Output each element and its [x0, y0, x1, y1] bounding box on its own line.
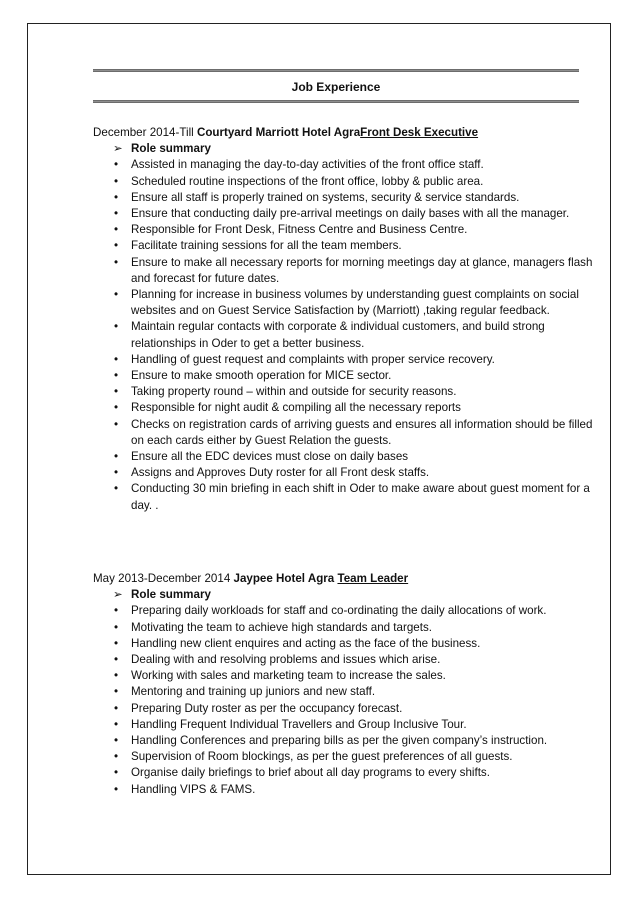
list-item	[93, 652, 593, 668]
bullet-icon: •	[114, 482, 119, 496]
job-period: December 2014-Till	[93, 126, 197, 139]
list-item	[93, 238, 593, 254]
list-item-text: Ensure that conducting daily pre-arrival meetings on daily bases with all the manager.	[131, 207, 570, 221]
list-item	[93, 190, 593, 206]
bullet-icon: •	[114, 320, 119, 334]
list-item	[93, 668, 593, 684]
bottom-rule	[93, 100, 579, 103]
bullet-icon: •	[114, 620, 119, 634]
job-organization: Jaypee Hotel Agra	[233, 572, 335, 585]
list-item	[93, 222, 593, 238]
arrow-bullet-icon: ➢	[113, 142, 123, 156]
list-item	[93, 717, 593, 733]
list-item	[93, 603, 593, 619]
list-item	[93, 701, 593, 717]
list-item	[93, 319, 593, 351]
duty-list	[93, 603, 593, 797]
bullet-icon: •	[114, 174, 119, 188]
list-item-text: Handling new client enquires and acting as the face of the business.	[131, 636, 481, 650]
list-item	[93, 749, 593, 765]
list-item-text: Ensure to make smooth operation for MICE sector.	[131, 369, 392, 383]
list-item-text: Handling of guest request and complaints with proper service recovery.	[131, 352, 495, 366]
bullet-icon: •	[114, 466, 119, 480]
bullet-icon: •	[114, 417, 119, 431]
list-item-text: Supervision of Room blockings, as per the guest preferences of all guests.	[131, 750, 513, 764]
list-item-text: Scheduled routine inspections of the front office, lobby & public area.	[131, 174, 484, 188]
section-heading: Job Experience	[291, 80, 381, 94]
list-item-text: Planning for increase in business volumes by understanding guest complaints on social websites and on Guest Service Satisfaction by (Marriott) ,taking regular feedback.	[131, 288, 579, 318]
list-item-text: Dealing with and resolving problems and issues which arise.	[131, 653, 441, 667]
job-role: Team Leader	[337, 572, 409, 585]
bullet-icon: •	[114, 352, 119, 366]
list-item-text: Motivating the team to achieve high standards and targets.	[131, 620, 432, 634]
bullet-icon: •	[114, 239, 119, 253]
list-item-text: Working with sales and marketing team to increase the sales.	[131, 669, 446, 683]
list-item-text: Responsible for Front Desk, Fitness Centre and Business Centre.	[131, 223, 468, 237]
list-item	[93, 465, 593, 481]
role-summary-label: Role summary	[131, 588, 211, 602]
list-item	[93, 481, 593, 513]
bullet-icon: •	[114, 158, 119, 172]
job-title-line	[93, 571, 593, 587]
list-item	[93, 368, 593, 384]
list-item	[93, 352, 593, 368]
job-role: Front Desk Executive	[360, 126, 479, 139]
list-item-text: Organise daily briefings to brief about all day programs to every shifts.	[131, 766, 490, 780]
list-item	[93, 782, 593, 798]
list-item-text: Handling VIPS & FAMS.	[131, 782, 256, 796]
bullet-icon: •	[114, 385, 119, 399]
list-item-text: Mentoring and training up juniors and new staff.	[131, 685, 376, 699]
job-section-2	[93, 571, 593, 798]
bullet-icon: •	[114, 223, 119, 237]
duty-list	[93, 157, 593, 513]
list-item	[93, 255, 593, 287]
list-item-text: Handling Frequent Individual Travellers and Group Inclusive Tour.	[131, 717, 467, 731]
list-item	[93, 417, 593, 449]
bullet-icon: •	[114, 190, 119, 204]
bullet-icon: •	[114, 750, 119, 764]
list-item-text: Assigns and Approves Duty roster for all Front desk staffs.	[131, 466, 430, 480]
role-summary	[93, 587, 593, 603]
bullet-icon: •	[114, 669, 119, 683]
bullet-icon: •	[114, 401, 119, 415]
list-item	[93, 287, 593, 319]
list-item-text: Ensure all staff is properly trained on systems, security & service standards.	[131, 190, 520, 204]
list-item	[93, 449, 593, 465]
list-item-text: Preparing Duty roster as per the occupancy forecast.	[131, 701, 403, 715]
list-item-text: Handling Conferences and preparing bills as per the given company’s instruction.	[131, 734, 548, 748]
list-item-text: Conducting 30 min briefing in each shift in Oder to make aware about guest moment for a day. .	[131, 482, 590, 512]
list-item	[93, 400, 593, 416]
list-item-text: Responsible for night audit & compiling all the necessary reports	[131, 401, 461, 415]
bullet-icon: •	[114, 604, 119, 618]
bullet-icon: •	[114, 766, 119, 780]
job-period: May 2013-December 2014	[93, 572, 234, 585]
list-item-text: Taking property round – within and outside for security reasons.	[131, 385, 457, 399]
list-item	[93, 733, 593, 749]
list-item	[93, 765, 593, 781]
list-item	[93, 157, 593, 173]
bullet-icon: •	[114, 653, 119, 667]
bullet-icon: •	[114, 717, 119, 731]
bullet-icon: •	[114, 782, 119, 796]
role-summary	[93, 141, 593, 157]
list-item	[93, 620, 593, 636]
list-item	[93, 636, 593, 652]
job-title-line	[93, 125, 593, 141]
list-item-text: Preparing daily workloads for staff and co-ordinating the daily allocations of work.	[131, 604, 547, 618]
list-item	[93, 174, 593, 190]
list-item-text: Facilitate training sessions for all the team members.	[131, 239, 402, 253]
role-summary-label: Role summary	[131, 142, 211, 156]
bullet-icon: •	[114, 450, 119, 464]
bullet-icon: •	[114, 369, 119, 383]
list-item-text: Ensure to make all necessary reports for morning meetings day at glance, managers flash and forecast for future dates.	[131, 255, 593, 285]
bullet-icon: •	[114, 734, 119, 748]
bullet-icon: •	[114, 701, 119, 715]
list-item	[93, 206, 593, 222]
arrow-bullet-icon: ➢	[113, 588, 123, 602]
list-item	[93, 384, 593, 400]
bullet-icon: •	[114, 255, 119, 269]
list-item-text: Maintain regular contacts with corporate & individual customers, and build strong relationships in Oder to get a better business.	[131, 320, 545, 350]
bullet-icon: •	[114, 207, 119, 221]
top-rule	[93, 69, 579, 72]
job-organization: Courtyard Marriott Hotel Agra	[196, 126, 361, 139]
job-section-1	[93, 125, 593, 514]
bullet-icon: •	[114, 288, 119, 302]
list-item	[93, 684, 593, 700]
list-item-text: Assisted in managing the day-to-day activities of the front office staff.	[131, 158, 484, 172]
bullet-icon: •	[114, 685, 119, 699]
bullet-icon: •	[114, 636, 119, 650]
list-item-text: Checks on registration cards of arriving guests and ensures all information should be filled on each cards either by Guest Relation the guests.	[131, 417, 593, 447]
list-item-text: Ensure all the EDC devices must close on daily bases	[131, 450, 409, 464]
